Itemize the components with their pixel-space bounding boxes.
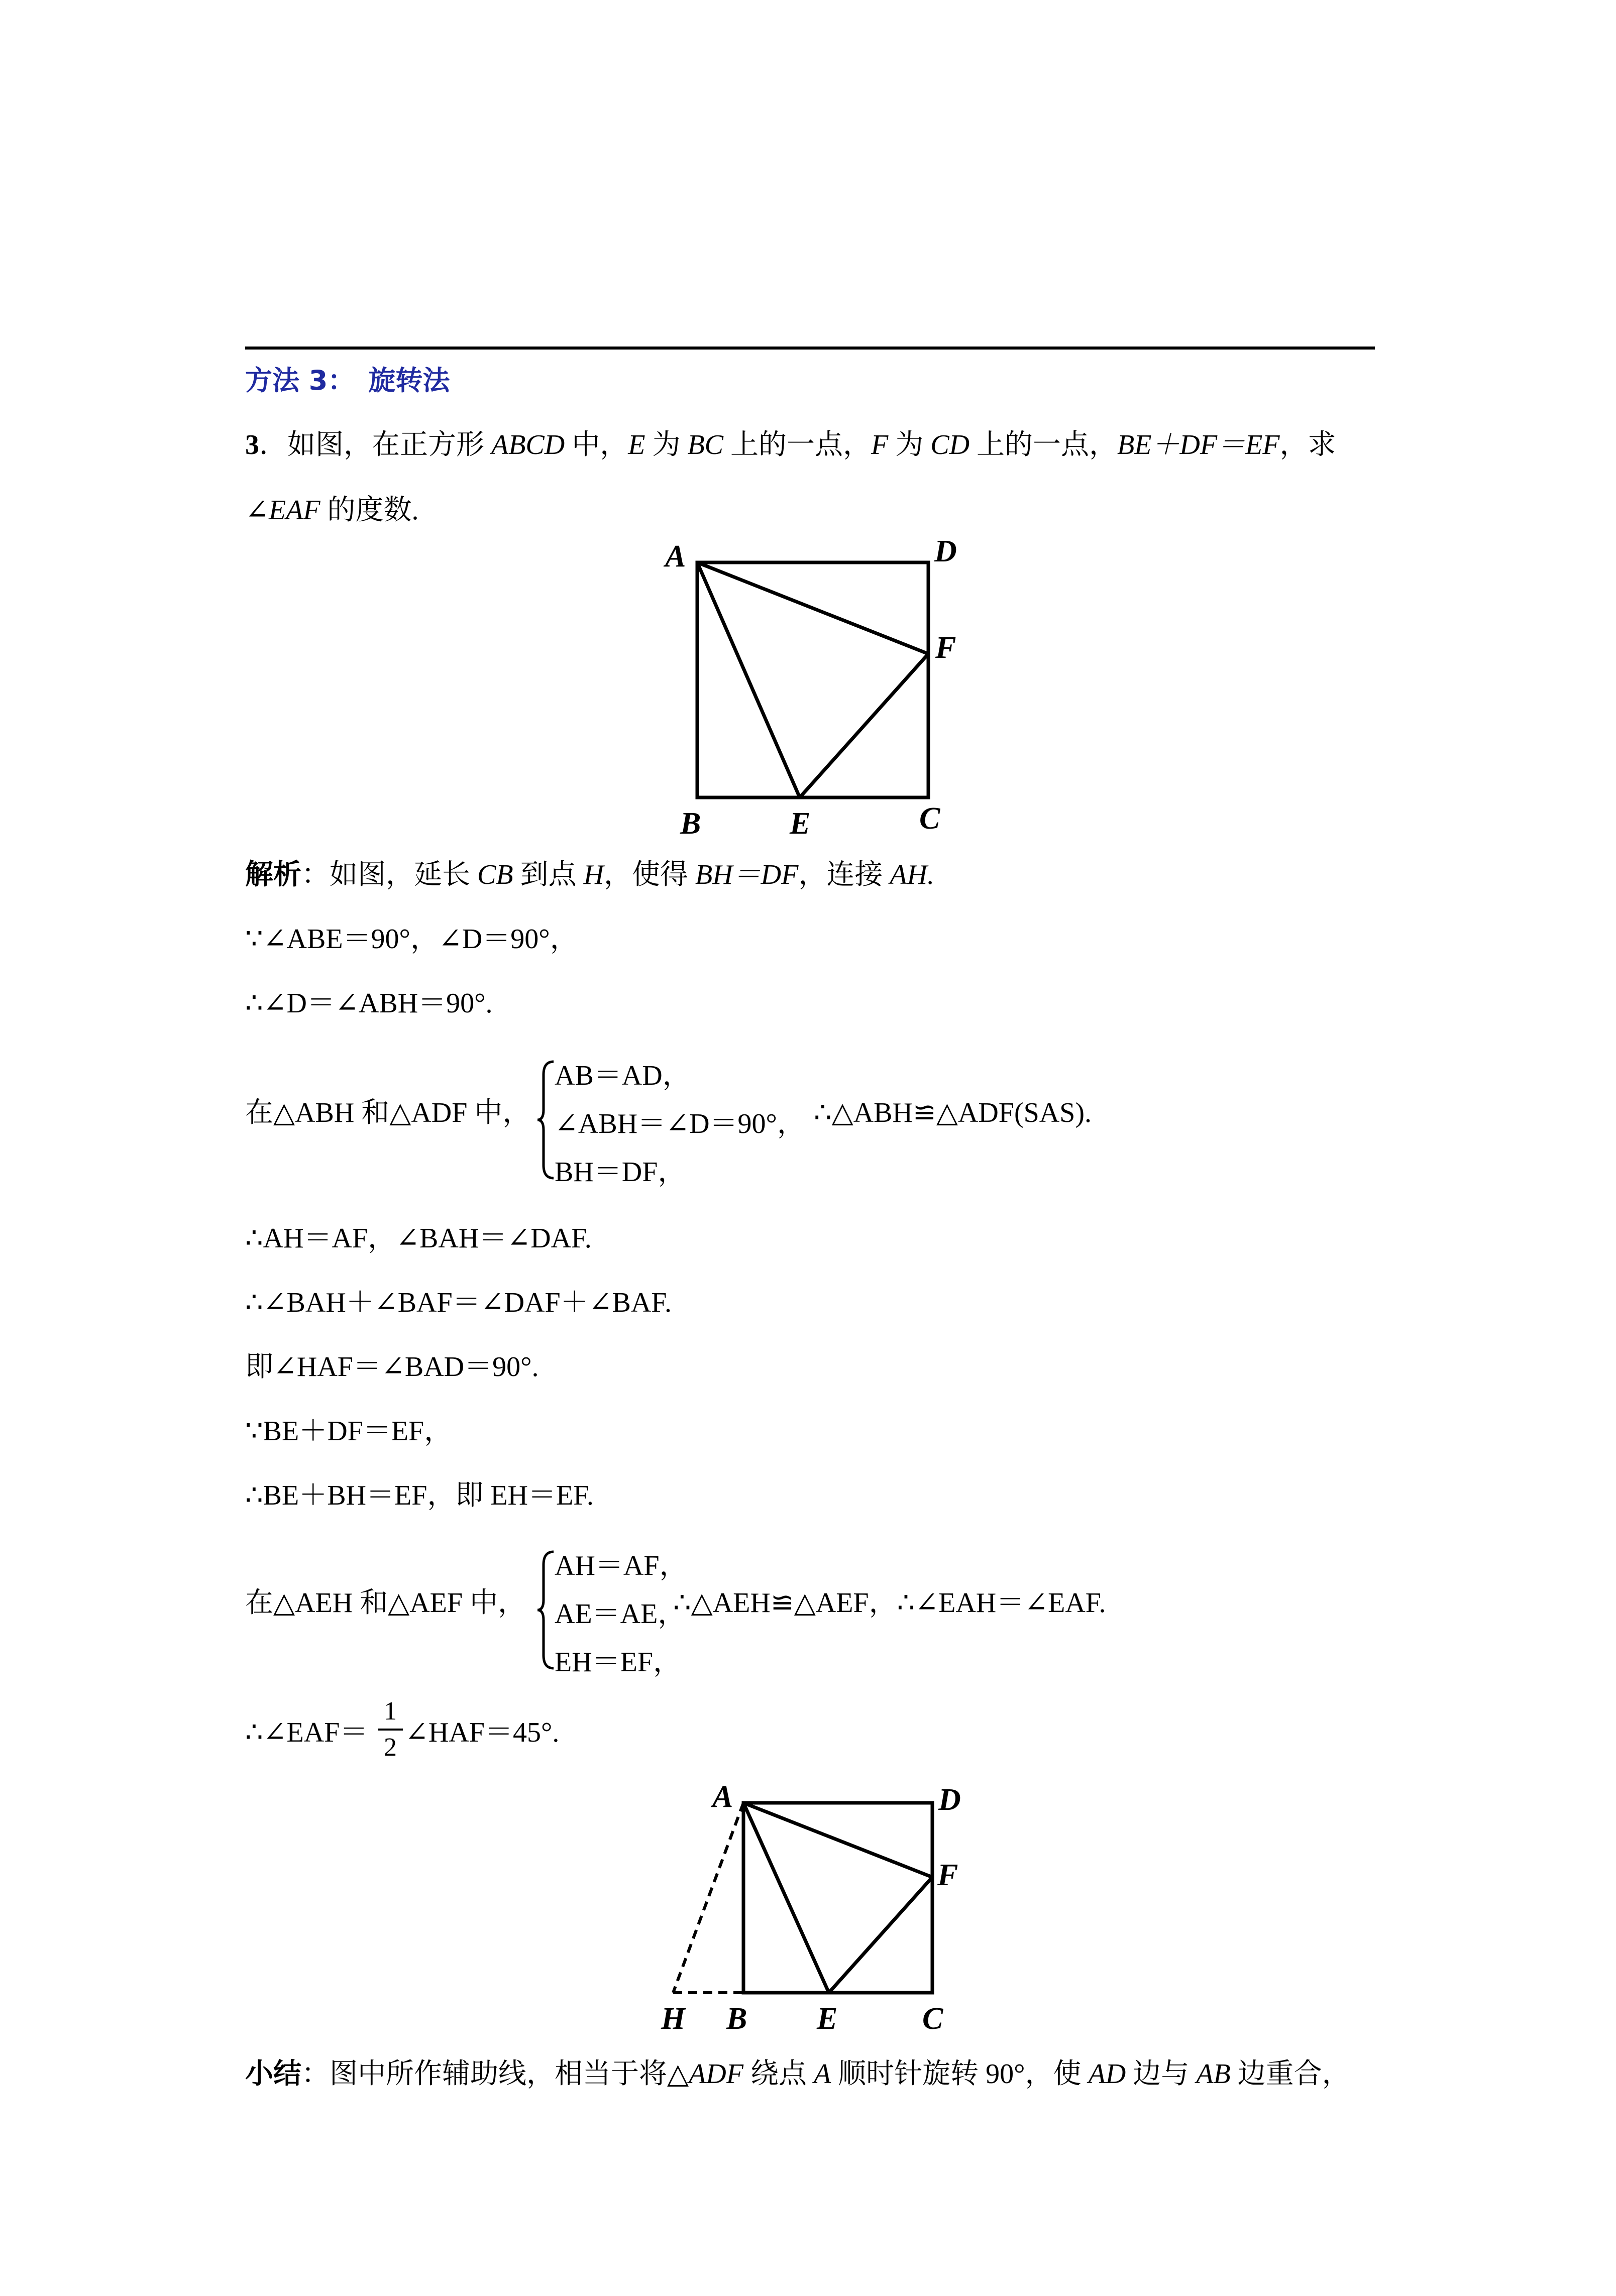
square-abcd bbox=[697, 562, 928, 797]
solution-line-10-b: ∠HAF＝45°. bbox=[405, 1717, 560, 1748]
figure-square-2 bbox=[653, 1778, 995, 2044]
solution-line-9-pre: 在△AEH 和△AEF 中， bbox=[245, 1587, 526, 1619]
solution-line-9-post: ∴△AEH≌△AEF，∴∠EAH＝∠EAF. bbox=[673, 1587, 1106, 1619]
segment-ah-dashed bbox=[673, 1803, 743, 1993]
label-c-2: C bbox=[922, 2002, 943, 2036]
left-brace-1 bbox=[536, 1060, 557, 1180]
solution-line-0: 解析：如图，延长 CB 到点 H，使得 BH＝DF，连接 AH. bbox=[245, 858, 934, 891]
segment-ef-2 bbox=[829, 1877, 932, 1993]
solution-line-2: ∴∠D＝∠ABH＝90°. bbox=[245, 988, 493, 1019]
method-heading: 方法 3： 旋转法 bbox=[245, 365, 450, 396]
solution-line-3-pre: 在△ABH 和△ADF 中， bbox=[245, 1097, 531, 1128]
problem-line-1: 3．如图，在正方形 ABCD 中，E 为 BC 上的一点，F 为 CD 上的一点，BE＋DF＝EF，求 bbox=[245, 429, 1336, 461]
segment-ef bbox=[800, 654, 928, 797]
label-f: F bbox=[935, 631, 956, 665]
solution-line-8: ∴BE＋BH＝EF，即 EH＝EF. bbox=[245, 1480, 594, 1511]
label-e: E bbox=[790, 807, 811, 841]
solution-line-7: ∵BE＋DF＝EF， bbox=[245, 1416, 453, 1447]
square-abcd-2 bbox=[743, 1803, 932, 1993]
figure-square-1 bbox=[653, 532, 995, 844]
summary-label: 小结 bbox=[245, 2057, 301, 2090]
fraction-one-half: 1 2 bbox=[378, 1696, 403, 1763]
system-2: AH＝AF， AE＝AE， EH＝EF， bbox=[555, 1550, 688, 1678]
solution-line-5: ∴∠BAH＋∠BAF＝∠DAF＋∠BAF. bbox=[245, 1287, 672, 1318]
summary-line: 小结：图中所作辅助线，相当于将△ADF 绕点 A 顺时针旋转 90°，使 AD 边与 AB 边重合， bbox=[245, 2057, 1350, 2090]
problem-line-2: ∠EAF 的度数. bbox=[245, 495, 419, 526]
label-f-2: F bbox=[937, 1858, 958, 1892]
label-d: D bbox=[934, 534, 957, 568]
label-c: C bbox=[919, 801, 940, 836]
label-a: A bbox=[665, 539, 686, 573]
system-1: AB＝AD， ∠ABH＝∠D＝90°， BH＝DF， bbox=[555, 1060, 805, 1188]
solution-line-10-a: ∴∠EAF＝ bbox=[245, 1717, 368, 1748]
left-brace-2 bbox=[536, 1550, 557, 1670]
label-b: B bbox=[680, 807, 701, 841]
solution-line-4: ∴AH＝AF，∠BAH＝∠DAF. bbox=[245, 1223, 592, 1254]
header-rule bbox=[245, 347, 1375, 350]
solution-line-3-post: ∴△ABH≌△ADF(SAS). bbox=[814, 1097, 1092, 1128]
label-e-2: E bbox=[817, 2002, 838, 2036]
label-b-2: B bbox=[726, 2002, 747, 2036]
solution-line-1: ∵∠ABE＝90°，∠D＝90°， bbox=[245, 924, 578, 955]
solution-label: 解析 bbox=[245, 858, 301, 891]
label-a-2: A bbox=[712, 1780, 733, 1814]
solution-line-6: 即∠HAF＝∠BAD＝90°. bbox=[245, 1351, 539, 1383]
label-d-2: D bbox=[938, 1783, 961, 1817]
label-h-2: H bbox=[661, 2002, 686, 2036]
problem-number: 3 bbox=[245, 429, 259, 461]
